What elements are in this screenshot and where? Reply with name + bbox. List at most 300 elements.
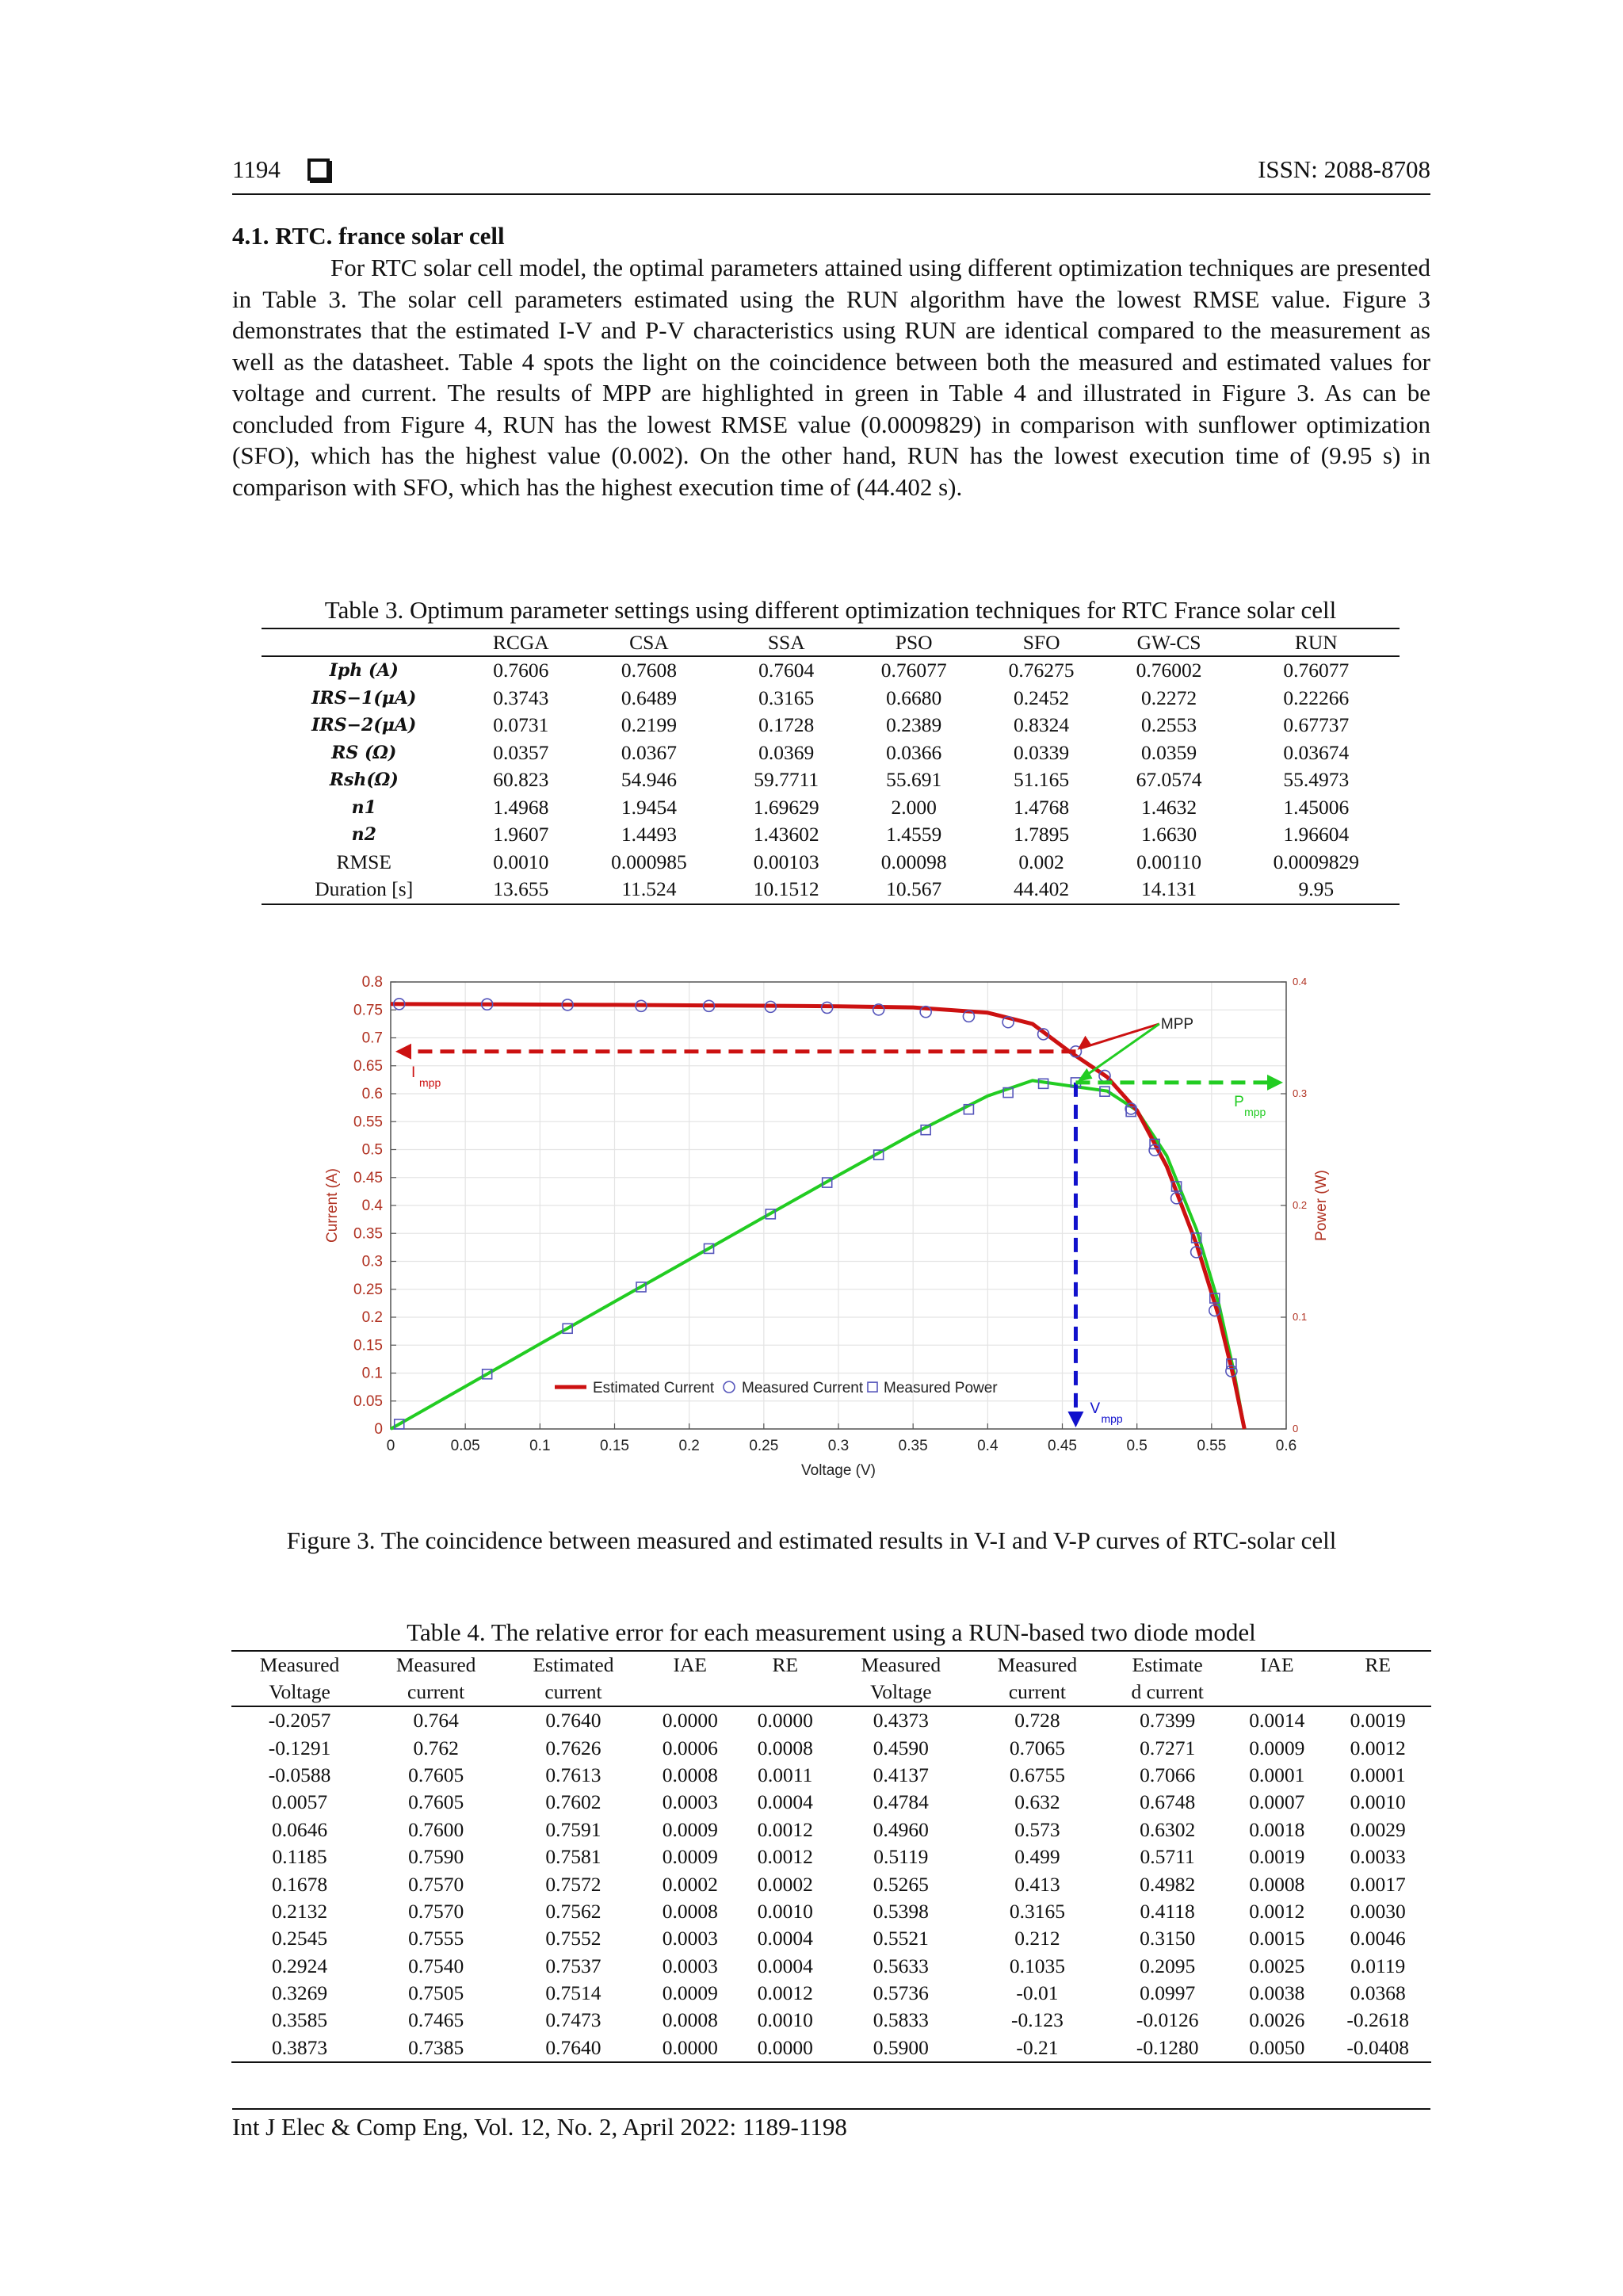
table4-header-cell: Estimate (1106, 1651, 1229, 1679)
figure3 (317, 967, 1330, 1518)
table4-cell: 0.0046 (1350, 1927, 1406, 1950)
table3-value-cell: 1.4493 (621, 823, 677, 846)
table4-cell: 0.2924 (271, 1954, 328, 1977)
table4-cell: 0.0001 (1350, 1763, 1406, 1786)
table4-cell: 0.5833 (873, 2008, 929, 2032)
table4-cell: -0.123 (1010, 2008, 1064, 2032)
y2-tick-label: 0.4 (1293, 976, 1308, 988)
table4-cell: 0.0004 (757, 1790, 813, 1814)
table4-header-cell: IAE (1229, 1651, 1324, 1679)
table4-cell: 0.0012 (757, 1817, 813, 1841)
table3-value-cell: 0.0369 (758, 740, 815, 764)
table4-cell: 0.0008 (757, 1736, 813, 1759)
table4-header-cell: current (969, 1679, 1106, 1706)
table4-cell: 0.7505 (408, 1981, 464, 2005)
x-tick-label: 0.35 (898, 1438, 928, 1454)
y-tick-label: 0.15 (353, 1337, 383, 1354)
table4-cell: 0.0026 (1249, 2008, 1305, 2032)
y-tick-label: 0.75 (353, 1002, 383, 1019)
table4-cell: 0.0000 (757, 1709, 813, 1733)
table4-header-cell: Measured (833, 1651, 969, 1679)
table4-cell: 0.0003 (662, 1927, 718, 1950)
table3-value-cell: 0.3743 (493, 686, 549, 709)
table4-header-cell: IAE (643, 1651, 738, 1679)
table4-cell: 0.7399 (1140, 1709, 1196, 1733)
table4-cell: 0.5265 (873, 1872, 929, 1896)
table4-cell: 0.4373 (873, 1709, 929, 1733)
table4-cell: 0.7640 (504, 2034, 643, 2062)
table4-header-cell (738, 1679, 833, 1706)
table3-value-cell: 10.1512 (723, 876, 850, 904)
table4-header-cell: current (504, 1679, 643, 1706)
table4-cell: 0.0014 (1249, 1709, 1305, 1733)
table3-value-cell: 0.00103 (753, 850, 819, 873)
table4-cell: 0.0008 (662, 2008, 718, 2032)
table3-value-cell: 0.0339 (1014, 740, 1070, 764)
table4-cell: 0.7473 (545, 2008, 601, 2032)
table4-cell: 0.3150 (1140, 1927, 1196, 1950)
y-axis-ticks (353, 974, 396, 1438)
footer-citation: Int J Elec & Comp Eng, Vol. 12, No. 2, April 2022: 1189-1198 (232, 2113, 847, 2141)
table4-cell: 0.2095 (1140, 1954, 1196, 1977)
table3-value-cell: 13.655 (466, 876, 575, 904)
table4-row (231, 1898, 1431, 1925)
table4-cell: 0.3585 (271, 2008, 328, 2032)
table4-cell: 0.0003 (662, 1790, 718, 1814)
table3-value-cell: 1.7895 (1014, 823, 1070, 846)
legend-swatch-measured-power (868, 1382, 877, 1392)
estimated-current-line (391, 1004, 1244, 1429)
table3-value-cell: 1.4632 (1140, 795, 1197, 819)
table4-row (231, 1817, 1431, 1843)
table4-header-cell (643, 1679, 738, 1706)
table3-value-cell: 0.67737 (1283, 713, 1350, 737)
table4-cell: 0.0001 (1249, 1763, 1305, 1786)
y2-axis-label: Power (W) (1313, 1170, 1330, 1241)
table3-value-cell: 0.002 (1018, 850, 1064, 873)
table3-row (262, 712, 1400, 739)
table3-body (262, 656, 1400, 904)
table3-value-cell: 0.7606 (493, 659, 549, 682)
y-tick-label: 0.05 (353, 1392, 383, 1410)
vmpp-arrow-head (1067, 1412, 1083, 1427)
legend-estimated-current: Estimated Current (593, 1380, 715, 1397)
y2-tick-label: 0 (1293, 1423, 1299, 1435)
table4-header-cell: current (368, 1679, 504, 1706)
table4-row (231, 1734, 1431, 1761)
table4-cell: -0.01 (1016, 1981, 1059, 2005)
table3-value-cell: 0.2389 (886, 713, 942, 737)
table4-header-cell: Measured (231, 1651, 368, 1679)
table4-cell: 0.3269 (271, 1981, 328, 2005)
table3-caption: Table 3. Optimum parameter settings using different optimization techniques for RTC France solar cell (324, 596, 1337, 624)
table3-value-cell: 2.000 (891, 795, 937, 819)
x-tick-label: 0.25 (749, 1438, 779, 1454)
estimated-power-line (391, 1080, 1244, 1429)
impp-subscript: mpp (419, 1075, 441, 1089)
table3-value-cell: 0.0010 (493, 850, 549, 873)
table4-cell: 0.0008 (662, 1899, 718, 1923)
chart-grid (391, 982, 1286, 1429)
table4-cell: 0.0000 (738, 2034, 833, 2062)
table3-value-cell: 0.76275 (1008, 659, 1075, 682)
table3-value-cell: 1.9454 (621, 795, 677, 819)
table3-param-cell: Duration [s] (262, 876, 466, 904)
table4-header-cell: Measured (969, 1651, 1106, 1679)
table4-cell: 0.0000 (643, 2034, 738, 2062)
table4-cell: -0.1280 (1106, 2034, 1229, 2062)
table3-value-cell: 51.165 (1014, 768, 1070, 792)
mpp-pointer-power (1080, 1024, 1159, 1079)
y-tick-label: 0.3 (361, 1253, 383, 1270)
table4-cell: -0.1291 (268, 1736, 331, 1759)
table3-row (262, 876, 1400, 904)
table4-cell: 0.7562 (545, 1899, 601, 1923)
table4-cell: 0.5900 (833, 2034, 969, 2062)
table4-caption: Table 4. The relative error for each measurement using a RUN-based two diode model (407, 1618, 1256, 1646)
table4-cell: 0.0004 (757, 1927, 813, 1950)
table3-value-cell: 0.22266 (1283, 686, 1350, 709)
table4-cell: 0.1185 (272, 1845, 327, 1869)
section-paragraph: For RTC solar cell model, the optimal parameters attained using different optimization techniques are presented in Table 3. The solar cell parameters estimated using the RUN algorithm have the lowest RMSE value. Figure 3 demonstrates that the estimated I-V and P-V characteristics using RUN are identical compared to the measurement as well as the datasheet. Table 4 spots the light on the coincidence between both the measured and estimated values for voltage and current. The results of MPP are highlighted in green in Table 4 and illustrated in Figure 3. As can be concluded from Figure 4, RUN has the lowest RMSE value (0.0009829) in comparison with sunflower optimization (SFO), which has the highest value (0.002). On the other hand, RUN has the lowest execution time of (9.95 s) in comparison with SFO, which has the highest execution time of (44.402 s). (232, 254, 1430, 501)
table3-param-cell: n2 (351, 824, 376, 846)
table3-header-row (262, 628, 1400, 656)
table3-value-cell: 0.03674 (1283, 740, 1350, 764)
y2-tick-label: 0.3 (1293, 1087, 1308, 1099)
table4-cell: 0.4960 (873, 1817, 929, 1841)
table3-value-cell: 55.4973 (1283, 768, 1350, 792)
table4-cell: 0.0007 (1249, 1790, 1305, 1814)
table4-row (231, 1789, 1431, 1816)
table4-cell: 0.0010 (757, 1899, 813, 1923)
table3-value-cell: 0.6489 (621, 686, 677, 709)
table3-value-cell: 1.96604 (1283, 823, 1350, 846)
table3-value-cell: 9.95 (1233, 876, 1400, 904)
table3-param-cell: Iph (A) (329, 660, 399, 682)
table4-cell: 0.5521 (873, 1927, 929, 1950)
table4-cell: 0.7065 (1009, 1736, 1065, 1759)
table4-cell: 0.632 (1014, 1790, 1060, 1814)
table4-cell: 0.413 (1014, 1872, 1060, 1896)
table4-cell: 0.0012 (1350, 1736, 1406, 1759)
table3-row (262, 794, 1400, 822)
table4-cell: 0.7626 (545, 1736, 601, 1759)
table3-value-cell: 0.0367 (621, 740, 677, 764)
table4-cell: 0.4982 (1140, 1872, 1196, 1896)
table4-cell: 0.7605 (408, 1790, 464, 1814)
table4-cell: 0.4137 (873, 1763, 929, 1786)
table3-value-cell: 44.402 (978, 876, 1106, 904)
table4-body (231, 1706, 1431, 2062)
table4-cell: 0.0009 (662, 1981, 718, 2005)
table4-row (231, 2007, 1431, 2034)
table4-cell: 0.3165 (1009, 1899, 1065, 1923)
table3-value-cell: 0.00098 (880, 850, 947, 873)
table4-cell: 0.5633 (873, 1954, 929, 1977)
table3-value-cell: 1.9607 (493, 823, 549, 846)
table3-value-cell: 0.76002 (1136, 659, 1202, 682)
table4-header-row (231, 1679, 1431, 1706)
table4-cell: 0.0119 (1350, 1954, 1406, 1977)
pmpp-arrow-head (1267, 1075, 1283, 1091)
y-tick-label: 0.55 (353, 1114, 383, 1131)
table3-row (262, 656, 1400, 685)
x-tick-label: 0.55 (1197, 1438, 1227, 1454)
table4-cell: 0.0012 (757, 1845, 813, 1869)
table4-cell: 0.0009 (662, 1817, 718, 1841)
table4-row (231, 1706, 1431, 1734)
table4-cell: 0.0015 (1249, 1927, 1305, 1950)
pmpp-label: P (1234, 1093, 1244, 1110)
mpp-label: MPP (1160, 1015, 1194, 1033)
table4-cell: 0.7581 (545, 1845, 601, 1869)
table4-cell: -0.0126 (1136, 2008, 1199, 2032)
y-tick-label: 0.65 (353, 1057, 383, 1075)
table4-cell: 0.0029 (1350, 1817, 1406, 1841)
table4-cell: 0.0017 (1350, 1872, 1406, 1896)
table3-value-cell: 0.76077 (1283, 659, 1350, 682)
y-tick-label: 0.25 (353, 1281, 383, 1298)
table4-header-cell (1229, 1679, 1324, 1706)
y-tick-label: 0.2 (361, 1309, 383, 1326)
table4-cell: 0.4118 (1140, 1899, 1195, 1923)
table4-row (231, 1870, 1431, 1897)
table4-cell: 0.7613 (545, 1763, 601, 1786)
table3-value-cell: 0.00110 (1136, 850, 1201, 873)
y-tick-label: 0.5 (361, 1141, 383, 1159)
table4-cell: 0.0006 (662, 1736, 718, 1759)
table3-row (262, 685, 1400, 712)
table4-cell: 0.7591 (545, 1817, 601, 1841)
table4-header-cell: Voltage (833, 1679, 969, 1706)
table3-value-cell: 0.0731 (493, 713, 549, 737)
figure3-caption: Figure 3. The coincidence between measured and estimated results in V-I and V-P curves of RTC-solar cell (286, 1526, 1337, 1554)
table4-cell: 0.0033 (1350, 1845, 1406, 1869)
table4-cell: 0.7600 (408, 1817, 464, 1841)
impp-arrow-head (395, 1044, 411, 1060)
table4-cell: 0.499 (1014, 1845, 1060, 1869)
table4-cell: 0.6302 (1140, 1817, 1196, 1841)
chart-annotations (395, 1016, 1283, 1427)
y-tick-label: 0 (374, 1421, 383, 1438)
pmpp-subscript: mpp (1244, 1105, 1266, 1118)
table3-value-cell: 0.000985 (611, 850, 687, 873)
table4-cell: 0.7572 (545, 1872, 601, 1896)
table4-header (231, 1651, 1431, 1706)
x-tick-label: 0.4 (977, 1438, 999, 1454)
table4-cell: 0.0009 (662, 1845, 718, 1869)
table4-header-cell (1324, 1679, 1431, 1706)
table4-cell: -0.21 (969, 2034, 1106, 2062)
x-tick-label: 0.45 (1048, 1438, 1077, 1454)
header-rule (232, 193, 1430, 195)
table4-cell: 0.0646 (271, 1817, 328, 1841)
table4-header-cell: RE (738, 1651, 833, 1679)
table3-param-cell: IRS−1(μA) (311, 687, 417, 709)
y-tick-label: 0.4 (361, 1198, 383, 1214)
impp-label: I (411, 1064, 416, 1081)
table4-cell: 0.7066 (1140, 1763, 1196, 1786)
table4-header-row (231, 1651, 1431, 1679)
table4-cell: 0.0008 (662, 1763, 718, 1786)
table4-cell: 0.2545 (271, 1927, 328, 1950)
table3-value-cell: 0.2553 (1140, 713, 1197, 737)
table3-param-cell: n1 (351, 797, 376, 818)
table4-cell: 0.0004 (757, 1954, 813, 1977)
issn-label: ISSN: 2088-8708 (1258, 155, 1430, 183)
table3-col-gwcs: GW-CS (1106, 628, 1233, 656)
table4-cell: 0.4784 (873, 1790, 929, 1814)
table4-cell: 0.5398 (873, 1899, 929, 1923)
table4-cell: 0.762 (413, 1736, 459, 1759)
vmpp-subscript: mpp (1101, 1412, 1123, 1425)
table3-value-cell: 1.4968 (493, 795, 549, 819)
table4-cell: 0.6755 (1009, 1763, 1065, 1786)
table4-cell: 0.3873 (231, 2034, 368, 2062)
table4-cell: 0.7570 (408, 1872, 464, 1896)
table3-param-cell: Rsh(Ω) (329, 770, 399, 791)
table4-cell: 0.5711 (1140, 1845, 1195, 1869)
table3-value-cell: 0.3165 (758, 686, 815, 709)
table4-cell: 0.6748 (1140, 1790, 1196, 1814)
table3-value-cell: 0.0359 (1140, 740, 1197, 764)
table4-cell: 0.7552 (545, 1927, 601, 1950)
table4-cell: 0.0003 (662, 1954, 718, 1977)
table3-value-cell: 0.6680 (886, 686, 942, 709)
x-tick-label: 0.15 (600, 1438, 629, 1454)
x-tick-label: 0.2 (678, 1438, 700, 1454)
table3-row (262, 766, 1400, 794)
table3-row (262, 739, 1400, 767)
section-title: 4.1. RTC. france solar cell (232, 222, 505, 250)
y2-tick-label: 0.1 (1293, 1311, 1308, 1323)
mpp-pointer-power-head (1077, 1068, 1092, 1082)
table3-value-cell: 1.69629 (753, 795, 819, 819)
x-tick-label: 0 (386, 1438, 395, 1454)
table4-cell: 0.0011 (758, 1763, 813, 1786)
table3-col-rcga: RCGA (466, 628, 575, 656)
table4-cell: 0.7271 (1140, 1736, 1196, 1759)
table4 (231, 1650, 1431, 2063)
table4-cell: 0.0050 (1229, 2034, 1324, 2062)
vmpp-label: V (1090, 1400, 1101, 1417)
table4-cell: 0.7537 (545, 1954, 601, 1977)
y-tick-label: 0.6 (361, 1086, 383, 1102)
table3-value-cell: 59.7711 (754, 768, 819, 792)
table3-value-cell: 1.4768 (1014, 795, 1070, 819)
y-tick-label: 0.8 (361, 974, 383, 991)
table4-cell: 0.7640 (545, 1709, 601, 1733)
table4-cell: 0.0012 (757, 1981, 813, 2005)
table3-row (262, 849, 1400, 877)
table3-col-param (262, 628, 466, 656)
table4-row (231, 1843, 1431, 1870)
table3-value-cell: 1.45006 (1283, 795, 1350, 819)
table3-value-cell: 0.2199 (621, 713, 677, 737)
table3-value-cell: 0.0366 (886, 740, 942, 764)
table4-header-cell: Estimated (504, 1651, 643, 1679)
table3-value-cell: 0.2272 (1140, 686, 1197, 709)
y-tick-label: 0.45 (353, 1169, 383, 1186)
table3-param-cell: IRS−2(μA) (311, 715, 417, 736)
table4-cell: 0.0997 (1140, 1981, 1196, 2005)
table4-row (231, 1762, 1431, 1789)
table3-value-cell: 0.2452 (1014, 686, 1070, 709)
table4-cell: 0.0009 (1249, 1736, 1305, 1759)
table4-cell: 0.0008 (1249, 1872, 1305, 1896)
table3-value-cell: 60.823 (493, 768, 549, 792)
table3-value-cell: 0.76077 (880, 659, 947, 682)
legend-swatch-measured-current (724, 1381, 735, 1392)
table3-value-cell: 0.0357 (493, 740, 549, 764)
y-tick-label: 0.7 (361, 1030, 383, 1047)
table4-cell: 0.728 (1014, 1709, 1060, 1733)
table4-cell: 0.0019 (1249, 1845, 1305, 1869)
table4-header-cell: Measured (368, 1651, 504, 1679)
table4-cell: 0.764 (413, 1709, 459, 1733)
table4-cell: 0.0010 (1350, 1790, 1406, 1814)
y-tick-label: 0.1 (361, 1365, 383, 1382)
table3-value-cell: 1.6630 (1140, 823, 1197, 846)
x-tick-label: 0.6 (1275, 1438, 1297, 1454)
table3-value-cell: 55.691 (886, 768, 942, 792)
square-bullet-icon (307, 159, 330, 181)
chart-series (391, 999, 1244, 1429)
table3-value-cell: 1.4559 (886, 823, 942, 846)
table4-cell: 0.1035 (1009, 1954, 1065, 1977)
table4-cell: 0.0002 (662, 1872, 718, 1896)
table4-cell: -0.2057 (268, 1709, 331, 1733)
x-tick-label: 0.05 (450, 1438, 480, 1454)
table4-cell: 0.0002 (757, 1872, 813, 1896)
table4-cell: 0.0030 (1350, 1899, 1406, 1923)
table3-col-sfo: SFO (978, 628, 1106, 656)
table4-cell: 0.1678 (271, 1872, 328, 1896)
table4-cell: 0.212 (1014, 1927, 1060, 1950)
table4-row (231, 1980, 1431, 2007)
chart-legend (555, 1380, 998, 1396)
legend-measured-power: Measured Power (884, 1380, 998, 1397)
table3-param-cell: RMSE (336, 850, 391, 873)
y2-axis-ticks (1281, 976, 1307, 1435)
y2-tick-label: 0.2 (1293, 1199, 1308, 1211)
x-axis-ticks (387, 1423, 1297, 1454)
table4-header-cell: Voltage (231, 1679, 368, 1706)
table3-value-cell: 11.524 (575, 876, 723, 904)
table4-header-cell: RE (1324, 1651, 1431, 1679)
table3-col-ssa: SSA (723, 628, 850, 656)
table3-value-cell: 67.0574 (1136, 768, 1202, 792)
table4-cell: -0.2618 (1346, 2008, 1409, 2032)
table4-cell: 0.7570 (408, 1899, 464, 1923)
table3-value-cell: 0.1728 (758, 713, 815, 737)
table4-cell: 0.0010 (757, 2008, 813, 2032)
table4-cell: 0.0057 (271, 1790, 328, 1814)
table3-col-run: RUN (1233, 628, 1400, 656)
y-tick-label: 0.35 (353, 1225, 383, 1243)
table3 (262, 628, 1400, 905)
table4-cell: 0.7385 (368, 2034, 504, 2062)
table3-value-cell: 0.8324 (1014, 713, 1070, 737)
table3-param-cell: RS (Ω) (331, 742, 397, 763)
x-axis-label: Voltage (V) (801, 1462, 876, 1479)
table4-cell: 0.0038 (1249, 1981, 1305, 2005)
running-header (232, 155, 1430, 192)
table4-cell: -0.0588 (268, 1763, 331, 1786)
table3-value-cell: 14.131 (1106, 876, 1233, 904)
x-tick-label: 0.1 (529, 1438, 551, 1454)
x-tick-label: 0.3 (827, 1438, 850, 1454)
